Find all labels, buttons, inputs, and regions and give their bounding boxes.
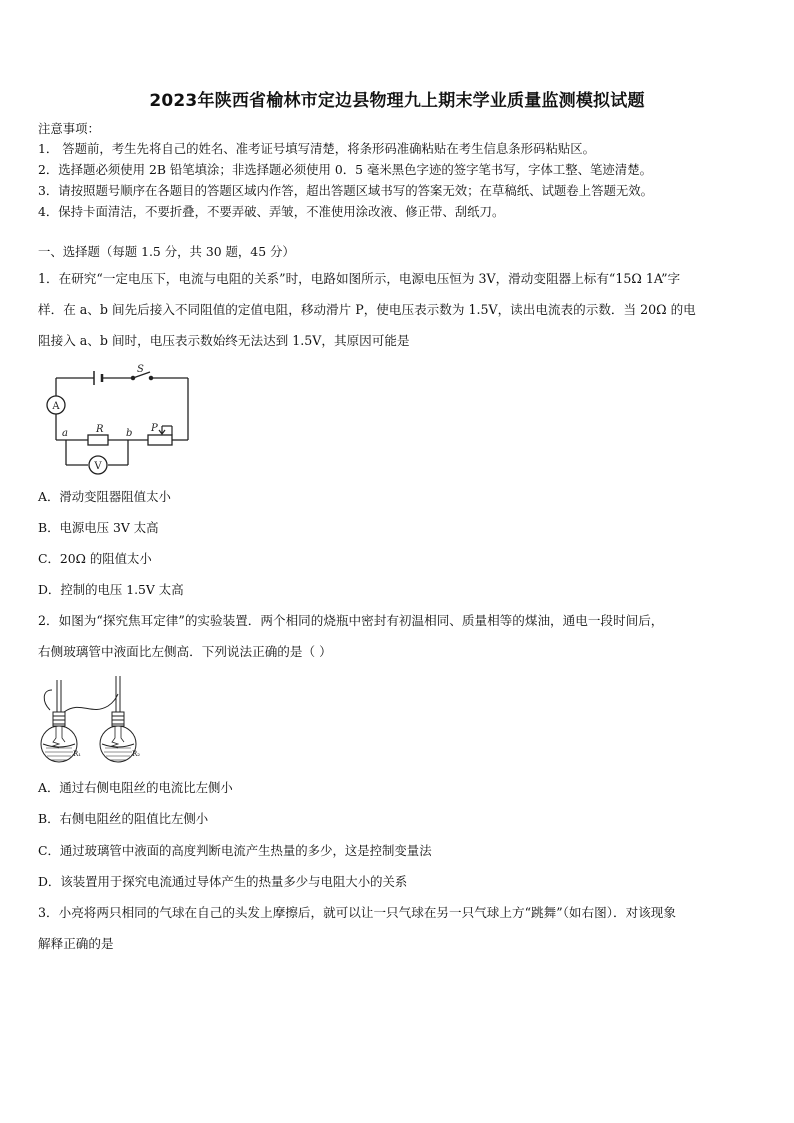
r1-label: R₁	[73, 750, 82, 758]
q2-line-2: 右侧玻璃管中液面比左侧高．下列说法正确的是（ ）	[38, 644, 332, 659]
q1-line-2: 样．在 a、b 间先后接入不同阻值的定值电阻，移动滑片 P，使电压表示数为 1.5V，读出电流表的示数．当 20Ω 的电	[38, 302, 696, 317]
note-item-3: 3．请按照题号顺序在各题目的答题区域内作答，超出答题区域书写的答案无效；在草稿纸、试题卷上答题无效。	[38, 183, 654, 198]
voltmeter-label: V	[94, 461, 102, 472]
resistor-r-box	[88, 435, 108, 445]
exam-title: 2023年陕西省榆林市定边县物理九上期末学业质量监测模拟试题	[149, 91, 645, 111]
q1-option-b: B．电源电压 3V 太高	[38, 520, 159, 535]
q1-option-d: D．控制的电压 1.5V 太高	[38, 582, 184, 597]
q1-line-1: 1．在研究“一定电压下，电流与电阻的关系”时，电路如图所示，电源电压恒为 3V，滑动变阻器上标有“15Ω 1A”字	[38, 271, 681, 286]
ammeter-label: A	[52, 401, 60, 412]
slider-p-label: P	[151, 423, 158, 434]
switch-label: S	[137, 364, 144, 375]
point-a-label: a	[62, 428, 68, 439]
q1-option-c: C．20Ω 的阻值太小	[38, 551, 152, 566]
resistor-r-label: R	[96, 424, 104, 435]
section-heading: 一、选择题（每题 1.5 分，共 30 题，45 分）	[38, 244, 295, 259]
q1-circuit-diagram	[40, 364, 200, 482]
q1-line-3: 阻接入 a、b 间时，电压表示数始终无法达到 1.5V，其原因可能是	[38, 333, 410, 348]
q3-line-1: 3．小亮将两只相同的气球在自己的头发上摩擦后，就可以让一只气球在另一只气球上方“跳舞”（如右图）．对该现象	[38, 905, 676, 920]
q2-option-a: A．通过右侧电阻丝的电流比左侧小	[38, 780, 233, 795]
q2-option-d: D．该装置用于探究电流通过导体产生的热量多少与电阻大小的关系	[38, 874, 408, 889]
q1-option-a: A．滑动变阻器阻值太小	[38, 489, 171, 504]
q2-option-c: C．通过玻璃管中液面的高度判断电流产生热量的多少，这是控制变量法	[38, 843, 432, 858]
q2-option-b: B．右侧电阻丝的阻值比左侧小	[38, 811, 209, 826]
q2-joule-apparatus	[36, 672, 156, 772]
q3-line-2: 解释正确的是	[38, 936, 114, 951]
point-b-label: b	[126, 428, 133, 439]
notes-heading: 注意事项：	[38, 121, 100, 136]
note-item-1: 1． 答题前，考生先将自己的姓名、准考证号填写清楚，将条形码准确粘贴在考生信息条形码粘贴区。	[38, 141, 596, 156]
note-item-2: 2．选择题必须使用 2B 铅笔填涂；非选择题必须使用 0．5 毫米黑色字迹的签字笔书写，字体工整、笔迹清楚。	[38, 162, 652, 177]
note-item-4: 4．保持卡面清洁，不要折叠，不要弄破、弄皱，不准使用涂改液、修正带、刮纸刀。	[38, 204, 505, 219]
q2-line-1: 2．如图为“探究焦耳定律”的实验装置．两个相同的烧瓶中密封有初温相同、质量相等的煤油，通电一段时间后，	[38, 613, 664, 628]
rheostat-box	[148, 435, 172, 445]
r2-label: R₂	[132, 750, 141, 758]
rheostat-slider	[159, 426, 172, 435]
